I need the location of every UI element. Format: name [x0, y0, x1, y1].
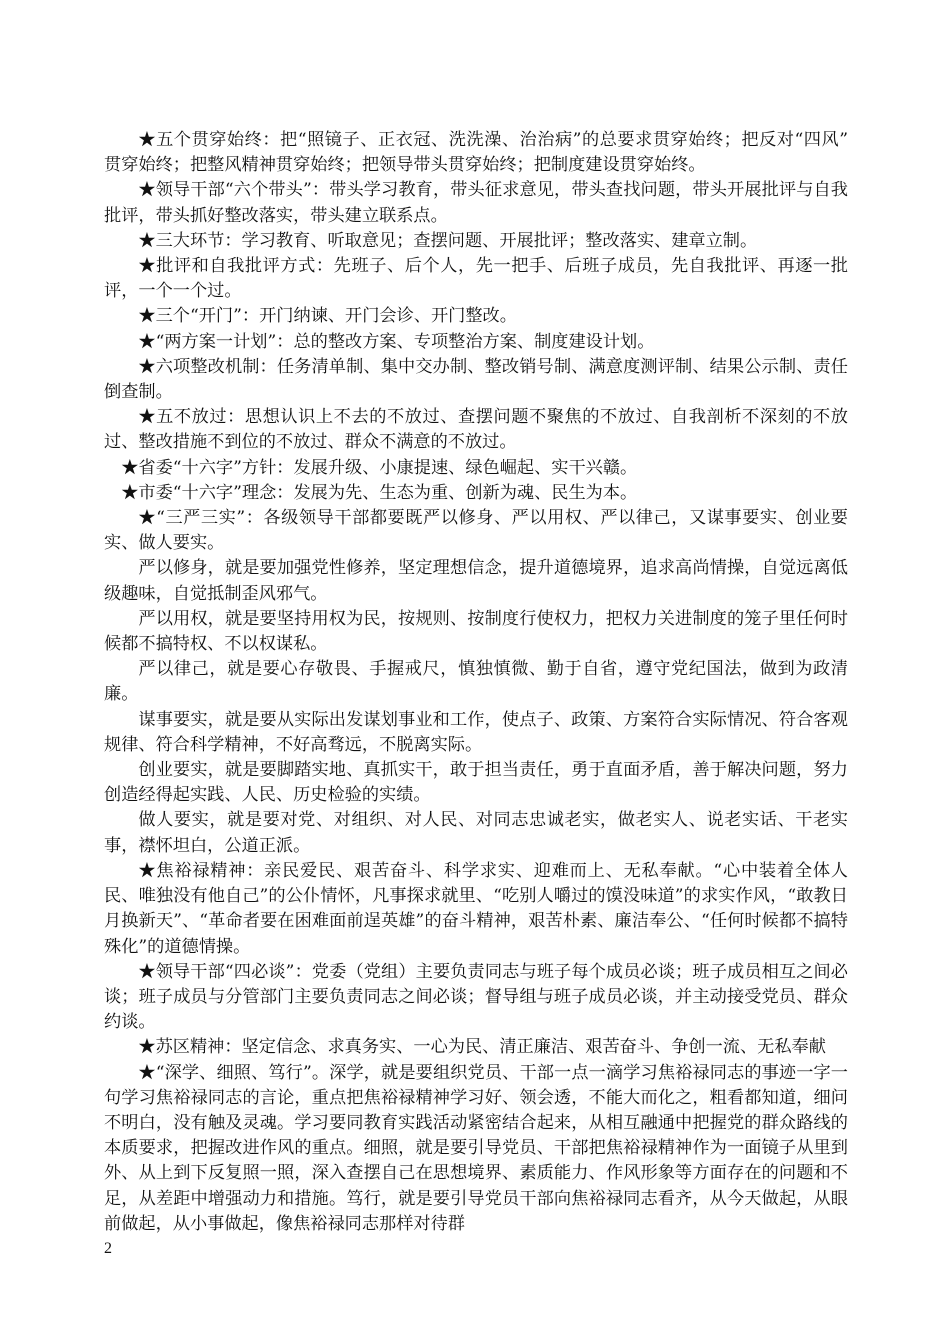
paragraph-provincial-guideline: ★省委“十六字”方针：发展升级、小康提速、绿色崛起、实干兴赣。 — [121, 457, 638, 478]
paragraph-strict-self-cultivation: 严以修身，就是要加强党性修养，坚定理想信念，提升道德境界，追求高尚情操，自觉远离低级趣味，自觉抵制歪风邪气。 — [104, 558, 848, 604]
paragraph-four-must-talks: ★领导干部“四必谈”：党委（党组）主要负责同志与班子每个成员必谈；班子成员相互之间必谈；班子成员与分管部门主要负责同志之间必谈；督导组与班子成员必谈，并主动接受党员、群众约谈。 — [104, 961, 848, 1033]
paragraph-five-not-let-go: ★五不放过：思想认识上不去的不放过、查摆问题不聚焦的不放过、自我剖析不深刻的不放过、整改措施不到位的不放过、群众不满意的不放过。 — [104, 407, 848, 453]
paragraph-soviet-area-spirit: ★苏区精神：坚定信念、求真务实、一心为民、清正廉洁、艰苦奋斗、争创一流、无私奉献 — [138, 1037, 826, 1058]
paragraph-strict-power-use: 严以用权，就是要坚持用权为民，按规则、按制度行使权力，把权力关进制度的笼子里任何时候都不搞特权、不以权谋私。 — [104, 608, 848, 655]
paragraph-three-links: ★三大环节：学习教育、听取意见；查摆问题、开展批评；整改落实、建章立制。 — [138, 230, 758, 251]
paragraph-criticism-method: ★批评和自我批评方式：先班子、后个人，先一把手、后班子成员，先自我批评、再逐一批评，一个一个过。 — [104, 256, 848, 302]
paragraph-six-mechanisms: ★六项整改机制：任务清单制、集中交办制、整改销号制、满意度测评制、结果公示制、责任倒查制。 — [104, 356, 848, 403]
paragraph-solid-conduct: 做人要实，就是要对党、对组织、对人民、对同志忠诚老实，做老实人、说老实话、干老实事，襟怀坦白，公道正派。 — [104, 810, 848, 856]
paragraph-five-throughout: ★五个贯穿始终：把“照镜子、正衣冠、洗洗澡、治治病”的总要求贯穿始终；把反对“四风” 贯穿始终；把整风精神贯穿始终；把领导带头贯穿始终；把制度建设贯穿始终。 — [104, 130, 848, 176]
paragraph-three-open-doors: ★三个“开门”：开门纳谏、开门会诊、开门整改。 — [138, 306, 517, 327]
page-number: 2 — [104, 1240, 112, 1257]
paragraph-deep-study: ★“深学、细照、笃行”。深学，就是要组织党员、干部一点一滴学习焦裕禄同志的事迹一字一句学习焦裕禄同志的言论，重点把焦裕禄精神学习好、领会透，不能大而化之，粗看都知道，细问不明白，没有触及灵魂。学习要同教育实践活动紧密结合起来，从相互融通中把握党的群众路线的本质要求，把握改进作风的重点。细照，就是要引导党员、干部把焦裕禄精神作为一面镜子从里到外、从上到下反复照一照，深入查摆自己在思想境界、素质能力、作风形象等方面存在的问题和不足，从差距中增强动力和措施。笃行，就是要引导党员干部向焦裕禄同志看齐，从今天做起，从眼前做起，从小事做起，像焦裕禄同志那样对待群 — [104, 1062, 848, 1234]
paragraph-six-leads: ★领导干部“六个带头”：带头学习教育，带头征求意见，带头查找问题，带头开展批评与自我批评，带头抓好整改落实，带头建立联系点。 — [104, 180, 848, 226]
paragraph-three-stricts-three-solids: ★“三严三实”：各级领导干部都要既严以修身、严以用权、严以律己，又谋事要实、创业要实、做人要实。 — [104, 508, 848, 554]
paragraph-solid-enterprise: 创业要实，就是要脚踏实地、真抓实干，敢于担当责任，勇于直面矛盾，善于解决问题，努力创造经得起实践、人民、历史检验的实绩。 — [104, 760, 848, 806]
paragraph-solid-planning: 谋事要实，就是要从实际出发谋划事业和工作，使点子、政策、方案符合实际情况、符合客观规律、符合科学精神，不好高骛远，不脱离实际。 — [104, 709, 848, 755]
document-body — [104, 128, 848, 1237]
paragraph-jiao-yulu-spirit: ★焦裕禄精神：亲民爱民、艰苦奋斗、科学求实、迎难而上、无私奉献。“心中装着全体人民、唯独没有他自己”的公仆情怀，凡事探求就里、“吃别人嚼过的馍没味道”的求实作风，“敢教日月换新天”、“革命者要在困难面前逞英雄”的奋斗精神，艰苦朴素、廉洁奉公、“任何时候都不搞特殊化”的道德情操。 — [104, 860, 848, 957]
paragraph-two-plans-one-program: ★“两方案一计划”：总的整改方案、专项整治方案、制度建设计划。 — [138, 331, 655, 352]
paragraph-strict-self-discipline: 严以律己，就是要心存敬畏、手握戒尺，慎独慎微、勤于自省，遵守党纪国法，做到为政清廉。 — [104, 659, 848, 705]
paragraph-city-concept: ★市委“十六字”理念：发展为先、生态为重、创新为魂、民生为本。 — [121, 482, 638, 503]
